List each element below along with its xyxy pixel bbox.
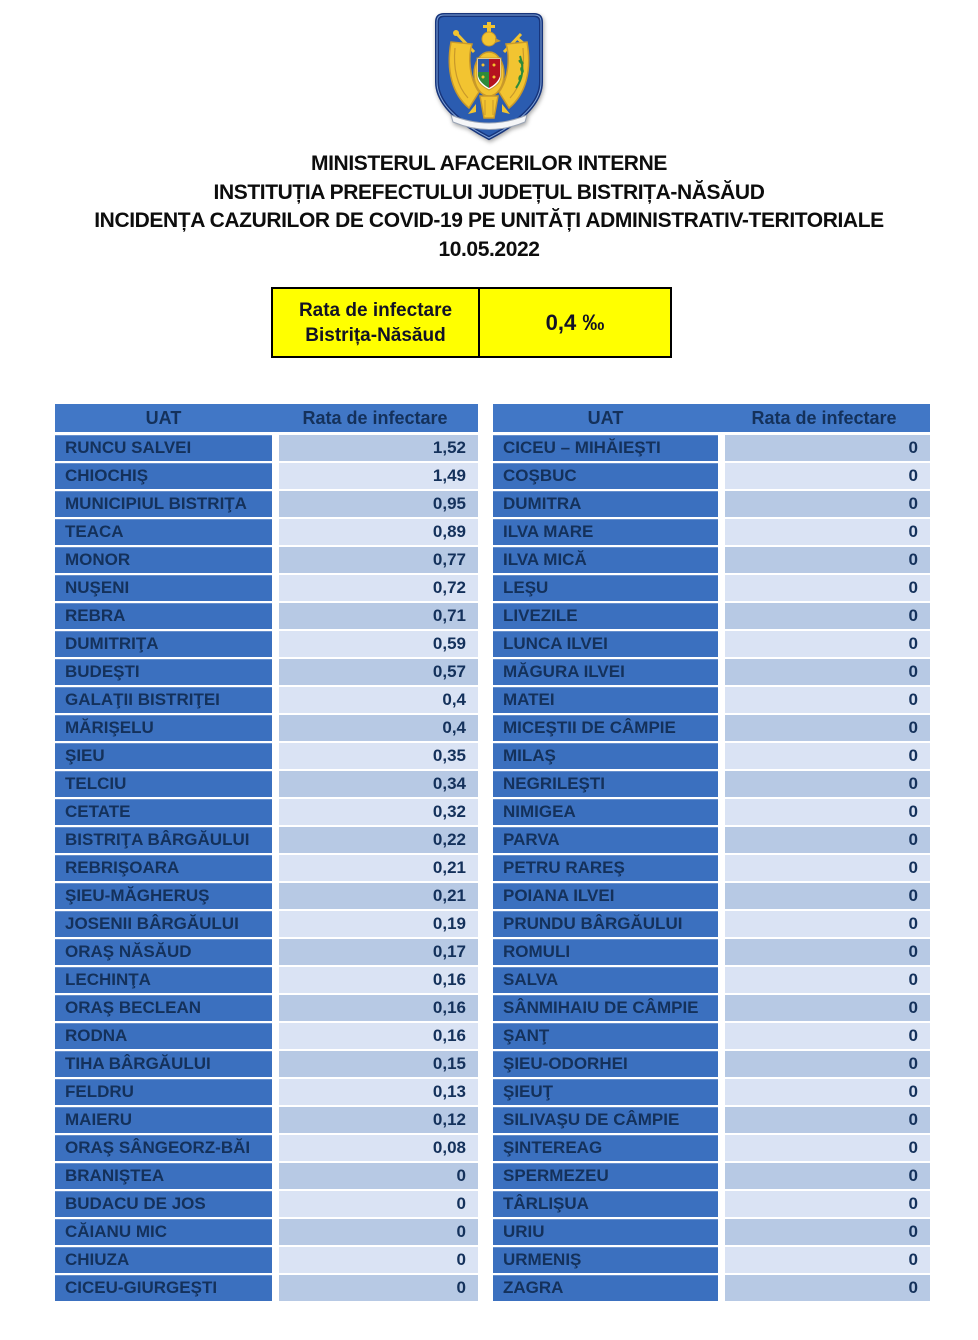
rate-cell: 0 (725, 1275, 930, 1301)
uat-cell: CĂIANU MIC (55, 1219, 272, 1245)
infection-rate-box (271, 287, 672, 358)
table-row (493, 1023, 930, 1049)
rate-cell: 0 (725, 883, 930, 909)
uat-cell: RODNA (55, 1023, 272, 1049)
uat-cell: TEACA (55, 519, 272, 545)
table-row (55, 575, 478, 601)
rate-cell: 0 (725, 911, 930, 937)
uat-tables (55, 404, 930, 1303)
uat-cell: MAIERU (55, 1107, 272, 1133)
rate-cell: 0 (725, 603, 930, 629)
table-header-right (493, 404, 930, 432)
uat-cell: MUNICIPIUL BISTRIŢA (55, 491, 272, 517)
rate-cell: 0 (725, 1163, 930, 1189)
rate-cell: 0,89 (279, 519, 478, 545)
table-row (55, 911, 478, 937)
title-line-ministry: MINISTERUL AFACERILOR INTERNE (311, 152, 667, 175)
rate-cell: 0,17 (279, 939, 478, 965)
uat-cell: MICEŞTII DE CÂMPIE (493, 715, 718, 741)
table-row (493, 1079, 930, 1105)
table-row (493, 855, 930, 881)
uat-cell: FELDRU (55, 1079, 272, 1105)
rate-cell: 0 (725, 1191, 930, 1217)
table-row (55, 827, 478, 853)
uat-cell: ŞIEU-ODORHEI (493, 1051, 718, 1077)
rate-cell: 0,32 (279, 799, 478, 825)
rate-cell: 0 (725, 715, 930, 741)
table-row (493, 491, 930, 517)
table-row (55, 435, 478, 461)
document-title-block (0, 150, 978, 264)
uat-cell: NUŞENI (55, 575, 272, 601)
uat-cell: ŞIEU (55, 743, 272, 769)
table-row (55, 1191, 478, 1217)
table-row (55, 547, 478, 573)
table-row (55, 519, 478, 545)
rate-cell: 0 (725, 967, 930, 993)
rate-cell: 0,4 (279, 715, 478, 741)
uat-cell: PRUNDU BÂRGĂULUI (493, 911, 718, 937)
uat-cell: DUMITRA (493, 491, 718, 517)
table-row (493, 435, 930, 461)
table-row (493, 463, 930, 489)
rate-cell: 0,57 (279, 659, 478, 685)
rate-cell: 0 (725, 855, 930, 881)
uat-cell: SÂNMIHAIU DE CÂMPIE (493, 995, 718, 1021)
table-row (493, 659, 930, 685)
table-row (493, 883, 930, 909)
uat-cell: NEGRILEŞTI (493, 771, 718, 797)
uat-cell: ORAŞ NĂSĂUD (55, 939, 272, 965)
rate-cell: 0 (279, 1191, 478, 1217)
uat-cell: URIU (493, 1219, 718, 1245)
rate-cell: 0 (725, 659, 930, 685)
table-row (55, 603, 478, 629)
rate-cell: 0,08 (279, 1135, 478, 1161)
uat-column-header: UAT (145, 407, 182, 428)
table-row (493, 1247, 930, 1273)
rate-cell: 0 (725, 1247, 930, 1273)
uat-cell: ILVA MARE (493, 519, 718, 545)
table-row (493, 687, 930, 713)
uat-column-header: UAT (587, 407, 624, 428)
uat-cell: ŞANŢ (493, 1023, 718, 1049)
rate-cell: 0 (725, 995, 930, 1021)
uat-cell: CETATE (55, 799, 272, 825)
table-body-left (55, 435, 478, 1301)
table-row (55, 855, 478, 881)
table-row (493, 1107, 930, 1133)
uat-cell: DUMITRIŢA (55, 631, 272, 657)
table-row (493, 1163, 930, 1189)
uat-cell: MILAŞ (493, 743, 718, 769)
uat-cell: COŞBUC (493, 463, 718, 489)
title-line-subject: INCIDENȚA CAZURILOR DE COVID-19 PE UNITĂȚI ADMINISTRATIV-TERITORIALE (94, 209, 884, 232)
rate-cell: 0 (725, 491, 930, 517)
table-row (493, 575, 930, 601)
infection-rate-label-line2: Bistrița-Năsăud (305, 324, 446, 346)
table-row (493, 743, 930, 769)
rate-cell: 0,95 (279, 491, 478, 517)
table-row (55, 1219, 478, 1245)
uat-cell: LEŞU (493, 575, 718, 601)
rate-cell: 0 (725, 1107, 930, 1133)
uat-cell: MATEI (493, 687, 718, 713)
table-row (55, 995, 478, 1021)
rate-cell: 0,21 (279, 883, 478, 909)
uat-cell: SALVA (493, 967, 718, 993)
rate-cell: 0,34 (279, 771, 478, 797)
title-line-institution: INSTITUȚIA PREFECTULUI JUDEȚUL BISTRIȚA-NĂSĂUD (213, 180, 765, 204)
rate-cell: 0 (279, 1163, 478, 1189)
rate-cell: 0,72 (279, 575, 478, 601)
table-row (55, 1135, 478, 1161)
uat-cell: PARVA (493, 827, 718, 853)
table-row (55, 743, 478, 769)
rate-cell: 0,59 (279, 631, 478, 657)
rate-cell: 0 (725, 827, 930, 853)
uat-cell: SILIVAŞU DE CÂMPIE (493, 1107, 718, 1133)
rate-cell: 0 (279, 1219, 478, 1245)
rate-column-header: Rata de infectare (751, 407, 897, 428)
rate-column-header: Rata de infectare (302, 407, 448, 428)
uat-cell: REBRA (55, 603, 272, 629)
table-row (55, 1079, 478, 1105)
uat-cell: ORAŞ SÂNGEORZ-BĂI (55, 1135, 272, 1161)
rate-cell: 0 (725, 435, 930, 461)
table-row (55, 1051, 478, 1077)
uat-cell: ŞINTEREAG (493, 1135, 718, 1161)
rate-cell: 0,19 (279, 911, 478, 937)
uat-cell: CICEU-GIURGEŞTI (55, 1275, 272, 1301)
rate-cell: 0,4 (279, 687, 478, 713)
table-row (493, 1051, 930, 1077)
uat-cell: NIMIGEA (493, 799, 718, 825)
table-row (55, 883, 478, 909)
rate-cell: 0 (279, 1275, 478, 1301)
uat-cell: ŞIEUŢ (493, 1079, 718, 1105)
rate-cell: 0,21 (279, 855, 478, 881)
uat-cell: LUNCA ILVEI (493, 631, 718, 657)
rate-cell: 0 (725, 1051, 930, 1077)
rate-cell: 0,13 (279, 1079, 478, 1105)
table-row (493, 967, 930, 993)
rate-cell: 0 (725, 463, 930, 489)
uat-cell: TIHA BÂRGĂULUI (55, 1051, 272, 1077)
table-row (493, 1275, 930, 1301)
table-header-left (55, 404, 478, 432)
table-row (55, 1023, 478, 1049)
title-line-date: 10.05.2022 (438, 237, 540, 261)
uat-cell: REBRIŞOARA (55, 855, 272, 881)
infection-rate-label-line1: Rata de infectare (298, 299, 453, 321)
uat-cell: TÂRLIŞUA (493, 1191, 718, 1217)
uat-cell: LECHINŢA (55, 967, 272, 993)
table-row (493, 939, 930, 965)
table-row (55, 631, 478, 657)
table-row (55, 463, 478, 489)
uat-cell: MĂRIŞELU (55, 715, 272, 741)
rate-cell: 0 (725, 1135, 930, 1161)
uat-cell: SPERMEZEU (493, 1163, 718, 1189)
uat-table-right (493, 404, 930, 1303)
table-row (493, 631, 930, 657)
rate-cell: 0 (725, 939, 930, 965)
table-row (493, 603, 930, 629)
rate-cell: 0,71 (279, 603, 478, 629)
rate-cell: 0 (725, 631, 930, 657)
uat-cell: CHIUZA (55, 1247, 272, 1273)
romania-coat-of-arms-icon (423, 12, 555, 142)
rate-cell: 0 (725, 743, 930, 769)
table-row (55, 491, 478, 517)
uat-cell: BRANIŞTEA (55, 1163, 272, 1189)
uat-cell: ILVA MICĂ (493, 547, 718, 573)
rate-cell: 0 (725, 771, 930, 797)
rate-cell: 0,16 (279, 967, 478, 993)
uat-cell: MONOR (55, 547, 272, 573)
table-row (493, 547, 930, 573)
table-row (493, 771, 930, 797)
rate-cell: 0 (725, 547, 930, 573)
table-row (493, 995, 930, 1021)
uat-cell: POIANA ILVEI (493, 883, 718, 909)
uat-cell: MĂGURA ILVEI (493, 659, 718, 685)
uat-cell: CHIOCHIŞ (55, 463, 272, 489)
rate-cell: 1,52 (279, 435, 478, 461)
table-row (493, 519, 930, 545)
table-row (55, 1275, 478, 1301)
uat-cell: JOSENII BÂRGĂULUI (55, 911, 272, 937)
table-row (55, 715, 478, 741)
uat-cell: ŞIEU-MĂGHERUŞ (55, 883, 272, 909)
rate-cell: 0 (725, 1219, 930, 1245)
infection-rate-label (273, 289, 480, 356)
uat-cell: GALAŢII BISTRIŢEI (55, 687, 272, 713)
uat-table-left (55, 404, 478, 1303)
uat-cell: CICEU – MIHĂIEŞTI (493, 435, 718, 461)
table-row (55, 967, 478, 993)
table-row (55, 687, 478, 713)
uat-cell: URMENIŞ (493, 1247, 718, 1273)
rate-cell: 0 (725, 1079, 930, 1105)
table-row (493, 827, 930, 853)
rate-cell: 0,35 (279, 743, 478, 769)
rate-cell: 0 (279, 1247, 478, 1273)
table-row (493, 715, 930, 741)
rate-cell: 0 (725, 799, 930, 825)
uat-cell: RUNCU SALVEI (55, 435, 272, 461)
rate-cell: 1,49 (279, 463, 478, 489)
rate-cell: 0 (725, 1023, 930, 1049)
table-row (55, 659, 478, 685)
table-row (55, 1163, 478, 1189)
table-row (493, 799, 930, 825)
uat-cell: ROMULI (493, 939, 718, 965)
table-row (55, 771, 478, 797)
uat-cell: ORAŞ BECLEAN (55, 995, 272, 1021)
table-row (493, 1191, 930, 1217)
table-row (55, 939, 478, 965)
uat-cell: BUDACU DE JOS (55, 1191, 272, 1217)
uat-cell: PETRU RAREŞ (493, 855, 718, 881)
uat-cell: LIVEZILE (493, 603, 718, 629)
infection-rate-value: 0,4 ‰ (545, 309, 605, 335)
rate-cell: 0,16 (279, 1023, 478, 1049)
table-body-right (493, 435, 930, 1301)
rate-cell: 0,22 (279, 827, 478, 853)
uat-cell: BUDEŞTI (55, 659, 272, 685)
rate-cell: 0 (725, 687, 930, 713)
table-row (493, 911, 930, 937)
table-row (55, 799, 478, 825)
table-row (55, 1107, 478, 1133)
rate-cell: 0,12 (279, 1107, 478, 1133)
rate-cell: 0,15 (279, 1051, 478, 1077)
uat-cell: BISTRIŢA BÂRGĂULUI (55, 827, 272, 853)
uat-cell: ZAGRA (493, 1275, 718, 1301)
rate-cell: 0,77 (279, 547, 478, 573)
table-row (493, 1135, 930, 1161)
table-row (493, 1219, 930, 1245)
table-row (55, 1247, 478, 1273)
uat-cell: TELCIU (55, 771, 272, 797)
rate-cell: 0 (725, 519, 930, 545)
rate-cell: 0 (725, 575, 930, 601)
rate-cell: 0,16 (279, 995, 478, 1021)
